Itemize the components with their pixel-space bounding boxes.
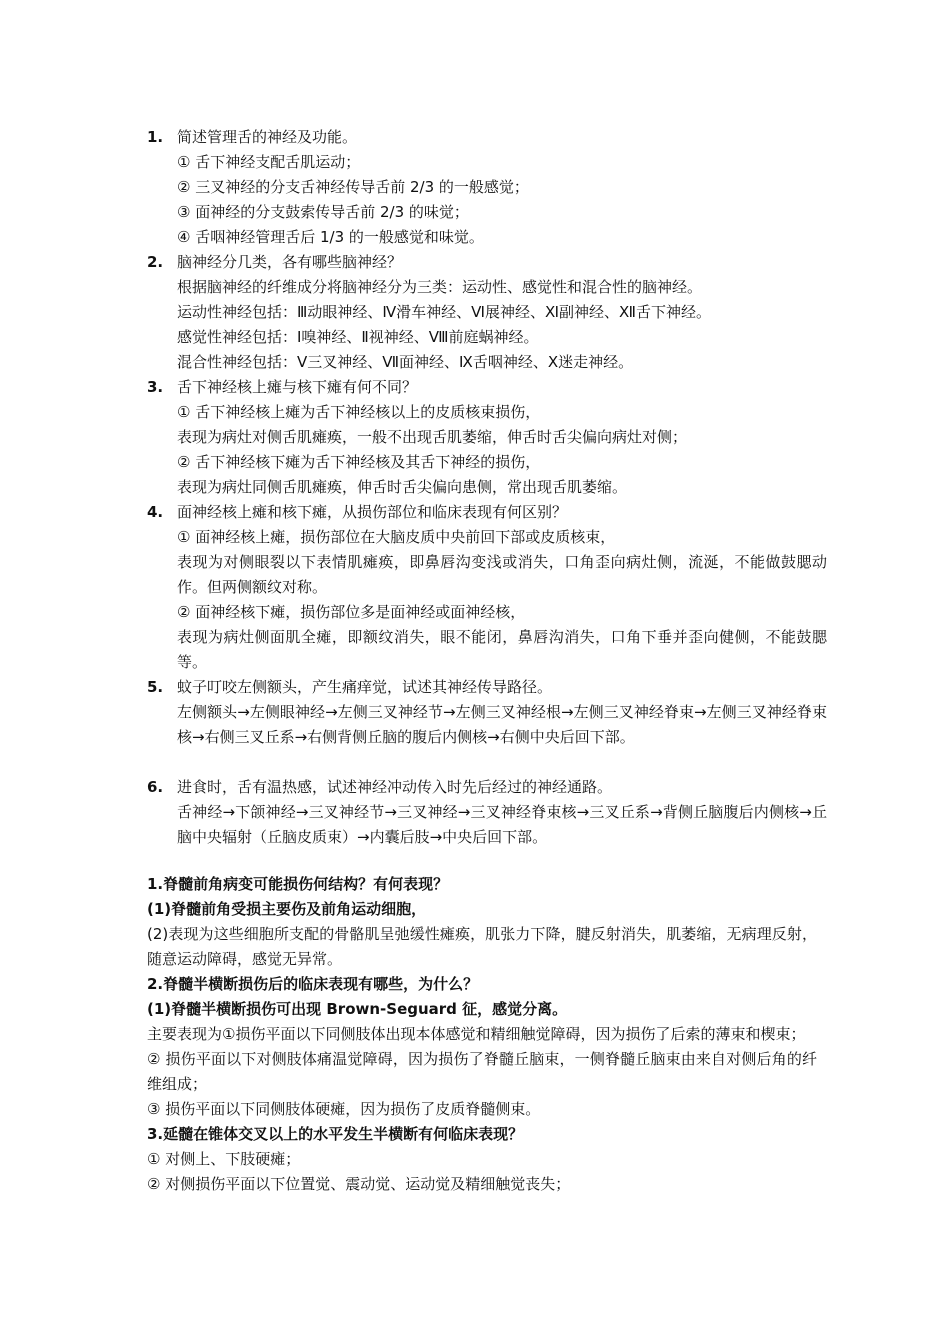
answer-block <box>177 275 827 375</box>
question-number: 1. <box>147 128 164 146</box>
answer-line: ② 对侧损伤平面以下位置觉、震动觉、运动觉及精细触觉丧失； <box>147 1175 571 1193</box>
answer-block <box>177 525 827 675</box>
answer-line: ① 舌下神经核上瘫为舌下神经核以上的皮质核束损伤， <box>177 403 541 421</box>
answer-block <box>177 400 827 500</box>
section-2 <box>147 872 817 1197</box>
question-title: 进食时，舌有温热感，试述神经冲动传入时先后经过的神经通路。 <box>177 778 613 796</box>
answer-line: 运动性神经包括：Ⅲ动眼神经、Ⅳ滑车神经、Ⅵ展神经、Ⅺ副神经、Ⅻ舌下神经。 <box>177 303 711 321</box>
question-heading: 1.脊髓前角病变可能损伤何结构？有何表现？ <box>147 875 449 893</box>
question-number: 5. <box>147 678 164 696</box>
answer-paragraph: (2)表现为这些细胞所支配的骨骼肌呈弛缓性瘫痪，肌张力下降，腱反射消失，肌萎缩，无病理反射，随意运动障碍，感觉无异常。 <box>147 925 817 968</box>
question-number: 4. <box>147 503 164 521</box>
question-heading: 3.延髓在锥体交叉以上的水平发生半横断有何临床表现？ <box>147 1125 524 1143</box>
answer-line: ③ 损伤平面以下同侧肢体硬瘫，因为损伤了皮质脊髓侧束。 <box>147 1100 541 1118</box>
answer-paragraph: 左侧额头→左侧眼神经→左侧三叉神经节→左侧三叉神经根→左侧三叉神经脊束→左侧三叉神经脊束核→右侧三叉丘系→右侧背侧丘脑的腹后内侧核→右侧中央后回下部。 <box>177 703 827 746</box>
answer-line: 表现为病灶对侧舌肌瘫痪，一般不出现舌肌萎缩，伸舌时舌尖偏向病灶对侧； <box>177 428 688 446</box>
answer-block <box>177 700 827 750</box>
question-title: 面神经核上瘫和核下瘫，从损伤部位和临床表现有何区别？ <box>177 503 568 521</box>
answer-paragraph: 表现为对侧眼裂以下表情肌瘫痪，即鼻唇沟变浅或消失，口角歪向病灶侧，流涎，不能做鼓腮动作。但两侧额纹对称。 <box>177 553 827 596</box>
answer-line: ③ 面神经的分支鼓索传导舌前 2/3 的味觉； <box>177 203 469 221</box>
answer-line: 表现为病灶同侧舌肌瘫痪，伸舌时舌尖偏向患侧，常出现舌肌萎缩。 <box>177 478 628 496</box>
answer-line: 根据脑神经的纤维成分将脑神经分为三类：运动性、感觉性和混合性的脑神经。 <box>177 278 703 296</box>
answer-line: ② 舌下神经核下瘫为舌下神经核及其舌下神经的损伤， <box>177 453 541 471</box>
answer-paragraph: ② 损伤平面以下对侧肢体痛温觉障碍，因为损伤了脊髓丘脑束，一侧脊髓丘脑束由来自对侧后角的纤维组成； <box>147 1050 817 1093</box>
answer-line: ① 对侧上、下肢硬瘫； <box>147 1150 301 1168</box>
answer-line: ① 舌下神经支配舌肌运动； <box>177 153 361 171</box>
question-number: 6. <box>147 778 164 796</box>
question-title: 舌下神经核上瘫与核下瘫有何不同？ <box>177 378 418 396</box>
answer-paragraph: 表现为病灶侧面肌全瘫，即额纹消失，眼不能闭，鼻唇沟消失，口角下垂并歪向健侧，不能鼓腮等。 <box>177 628 827 671</box>
question-title: 蚊子叮咬左侧额头，产生痛痒觉，试述其神经传导路径。 <box>177 678 553 696</box>
question-title: 脑神经分几类，各有哪些脑神经？ <box>177 253 403 271</box>
question-number: 3. <box>147 378 164 396</box>
question-heading: 2.脊髓半横断损伤后的临床表现有哪些，为什么？ <box>147 975 479 993</box>
answer-line: 感觉性神经包括：Ⅰ嗅神经、Ⅱ视神经、Ⅷ前庭蜗神经。 <box>177 328 539 346</box>
answer-line: ④ 舌咽神经管理舌后 1/3 的一般感觉和味觉。 <box>177 228 484 246</box>
answer-line: ② 三叉神经的分支舌神经传导舌前 2/3 的一般感觉； <box>177 178 529 196</box>
question-title: 简述管理舌的神经及功能。 <box>177 128 358 146</box>
question-number: 2. <box>147 253 164 271</box>
answer-line: (1)脊髓前角受损主要伤及前角运动细胞， <box>147 900 427 918</box>
answer-paragraph: 主要表现为①损伤平面以下同侧肢体出现本体感觉和精细触觉障碍，因为损伤了后索的薄束和楔束； <box>147 1025 806 1043</box>
answer-line: (1)脊髓半横断损伤可出现 Brown-Seguard 征，感觉分离。 <box>147 1000 568 1018</box>
answer-line: ① 面神经核上瘫，损伤部位在大脑皮质中央前回下部或皮质核束， <box>177 528 616 546</box>
answer-block <box>177 150 827 250</box>
answer-paragraph: 舌神经→下颌神经→三叉神经节→三叉神经→三叉神经脊束核→三叉丘系→背侧丘脑腹后内侧核→丘脑中央辐射（丘脑皮质束）→内囊后肢→中央后回下部。 <box>177 803 827 846</box>
answer-line: ② 面神经核下瘫，损伤部位多是面神经或面神经核， <box>177 603 526 621</box>
answer-block <box>177 800 827 850</box>
answer-line: 混合性神经包括：Ⅴ三叉神经、Ⅶ面神经、Ⅸ舌咽神经、Ⅹ迷走神经。 <box>177 353 634 371</box>
